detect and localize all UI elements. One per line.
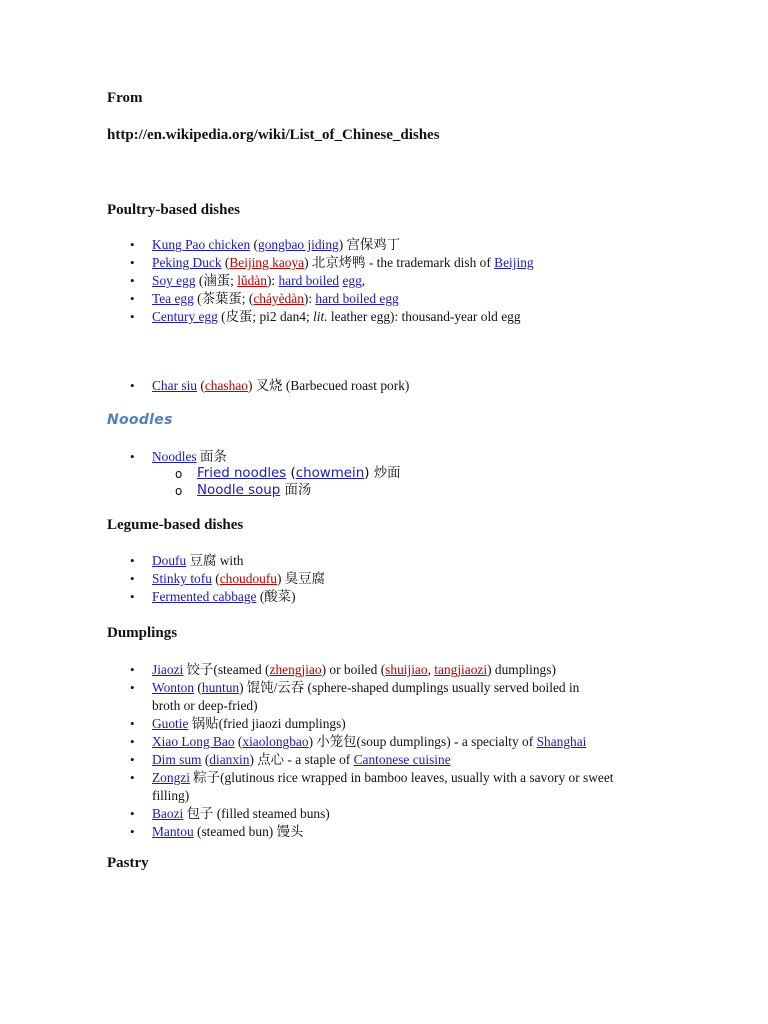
list-item: o Fried noodles (chowmein) 炒面 [175,466,401,481]
list-item [152,697,258,715]
fermented-cabbage-link[interactable]: Fermented cabbage [152,589,257,604]
noodles-link[interactable]: Noodles [152,449,197,464]
list-item [152,787,189,805]
tangjiaozi-link[interactable]: tangjiaozi [434,662,488,677]
list-item: • Jiaozi 饺子(steamed (zhengjiao) or boiled (shuijiao, tangjiaozi) dumplings) [130,662,556,677]
gongbao-link[interactable]: gongbao jiding [258,237,339,252]
kung-pao-link[interactable]: Kung Pao chicken [152,237,251,252]
chowmein-link[interactable]: chowmein [295,466,365,481]
list-item: • Stinky tofu (choudoufu) 臭豆腐 [130,571,325,586]
jiaozi-link[interactable]: Jiaozi [152,662,184,677]
noodle-soup-link[interactable]: Noodle soup [197,483,281,498]
hard-boiled-egg-link[interactable]: hard boiled egg [315,291,399,306]
source-url: http://en.wikipedia.org/wiki/List_of_Chinese_dishes [107,127,440,143]
hard-boiled-link[interactable]: hard boiled [278,273,340,288]
beijing-link[interactable]: Beijing [494,255,534,270]
heading-noodles: Noodles [107,412,173,428]
from-label: From [107,90,143,106]
dim-sum-link[interactable]: Dim sum [152,752,202,767]
baozi-link[interactable]: Baozi [152,806,184,821]
list-item: • Guotie 锅贴(fried jiaozi dumplings) [130,716,346,731]
huntun-link[interactable]: huntun [201,680,240,695]
cantonese-cuisine-link[interactable]: Cantonese cuisine [353,752,451,767]
list-item: • Kung Pao chicken (gongbao jiding) 宫保鸡丁 [130,237,401,252]
shuijiao-link[interactable]: shuijiao [385,662,428,677]
beijing-kaoya-link[interactable]: Beijing kaoya [229,255,305,270]
chashao-link[interactable]: chashao [204,378,248,393]
wonton-line2: broth or deep-fried) [152,698,258,713]
zongzi-line2: filling) [152,788,190,803]
ludan-link[interactable]: lǔdàn [237,273,267,288]
list-item: o Noodle soup 面汤 [175,483,312,498]
egg-link[interactable]: egg [342,273,362,288]
list-item: • Century egg (皮蛋; pi2 dan4; lit. leather egg): thousand-year old egg [130,309,521,324]
doufu-link[interactable]: Doufu [152,553,187,568]
century-egg-link[interactable]: Century egg [152,309,218,324]
shanghai-link[interactable]: Shanghai [536,734,587,749]
list-item: • Char siu (chashao) 叉烧 (Barbecued roast pork) [130,378,410,393]
mantou-link[interactable]: Mantou [152,824,194,839]
guotie-link[interactable]: Guotie [152,716,189,731]
heading-dumplings: Dumplings [107,625,178,641]
zhengjiao-link[interactable]: zhengjiao [269,662,322,677]
list-item: • Peking Duck (Beijing kaoya) 北京烤鸭 - the trademark dish of Beijing [130,255,534,270]
fried-noodles-link[interactable]: Fried noodles [197,466,287,481]
heading-legume: Legume-based dishes [107,517,244,533]
list-item: • Soy egg (滷蛋; lǔdàn): hard boiled egg, [130,273,366,288]
tea-egg-link[interactable]: Tea egg [152,291,194,306]
stinky-tofu-link[interactable]: Stinky tofu [152,571,212,586]
heading-pastry: Pastry [107,855,149,871]
xiao-long-bao-link[interactable]: Xiao Long Bao [152,734,235,749]
list-item: • Zongzi 粽子(glutinous rice wrapped in bamboo leaves, usually with a savory or sweet [130,770,614,785]
chayedan-link[interactable]: cháyèdàn [253,291,304,306]
soy-egg-link[interactable]: Soy egg [152,273,196,288]
list-item: • Fermented cabbage (酸菜) [130,589,296,604]
list-item: • Doufu 豆腐 with [130,553,244,568]
list-item: • Noodles 面条 [130,449,227,464]
list-item: • Wonton (huntun) 馄饨/云吞 (sphere-shaped dumplings usually served boiled in [130,680,580,695]
dianxin-link[interactable]: dianxin [209,752,250,767]
list-item: • Xiao Long Bao (xiaolongbao) 小笼包(soup dumplings) - a specialty of Shanghai [130,734,587,749]
heading-poultry: Poultry-based dishes [107,202,240,218]
choudoufu-link[interactable]: choudoufu [219,571,277,586]
list-item: • Mantou (steamed bun) 馒头 [130,824,304,839]
zongzi-link[interactable]: Zongzi [152,770,190,785]
list-item: • Dim sum (dianxin) 点心 - a staple of Cantonese cuisine [130,752,451,767]
xiaolongbao-link[interactable]: xiaolongbao [242,734,309,749]
wonton-link[interactable]: Wonton [152,680,195,695]
list-item: • Baozi 包子 (filled steamed buns) [130,806,330,821]
char-siu-link[interactable]: Char siu [152,378,198,393]
list-item: • Tea egg (茶葉蛋; (cháyèdàn): hard boiled egg [130,291,399,306]
peking-duck-link[interactable]: Peking Duck [152,255,222,270]
